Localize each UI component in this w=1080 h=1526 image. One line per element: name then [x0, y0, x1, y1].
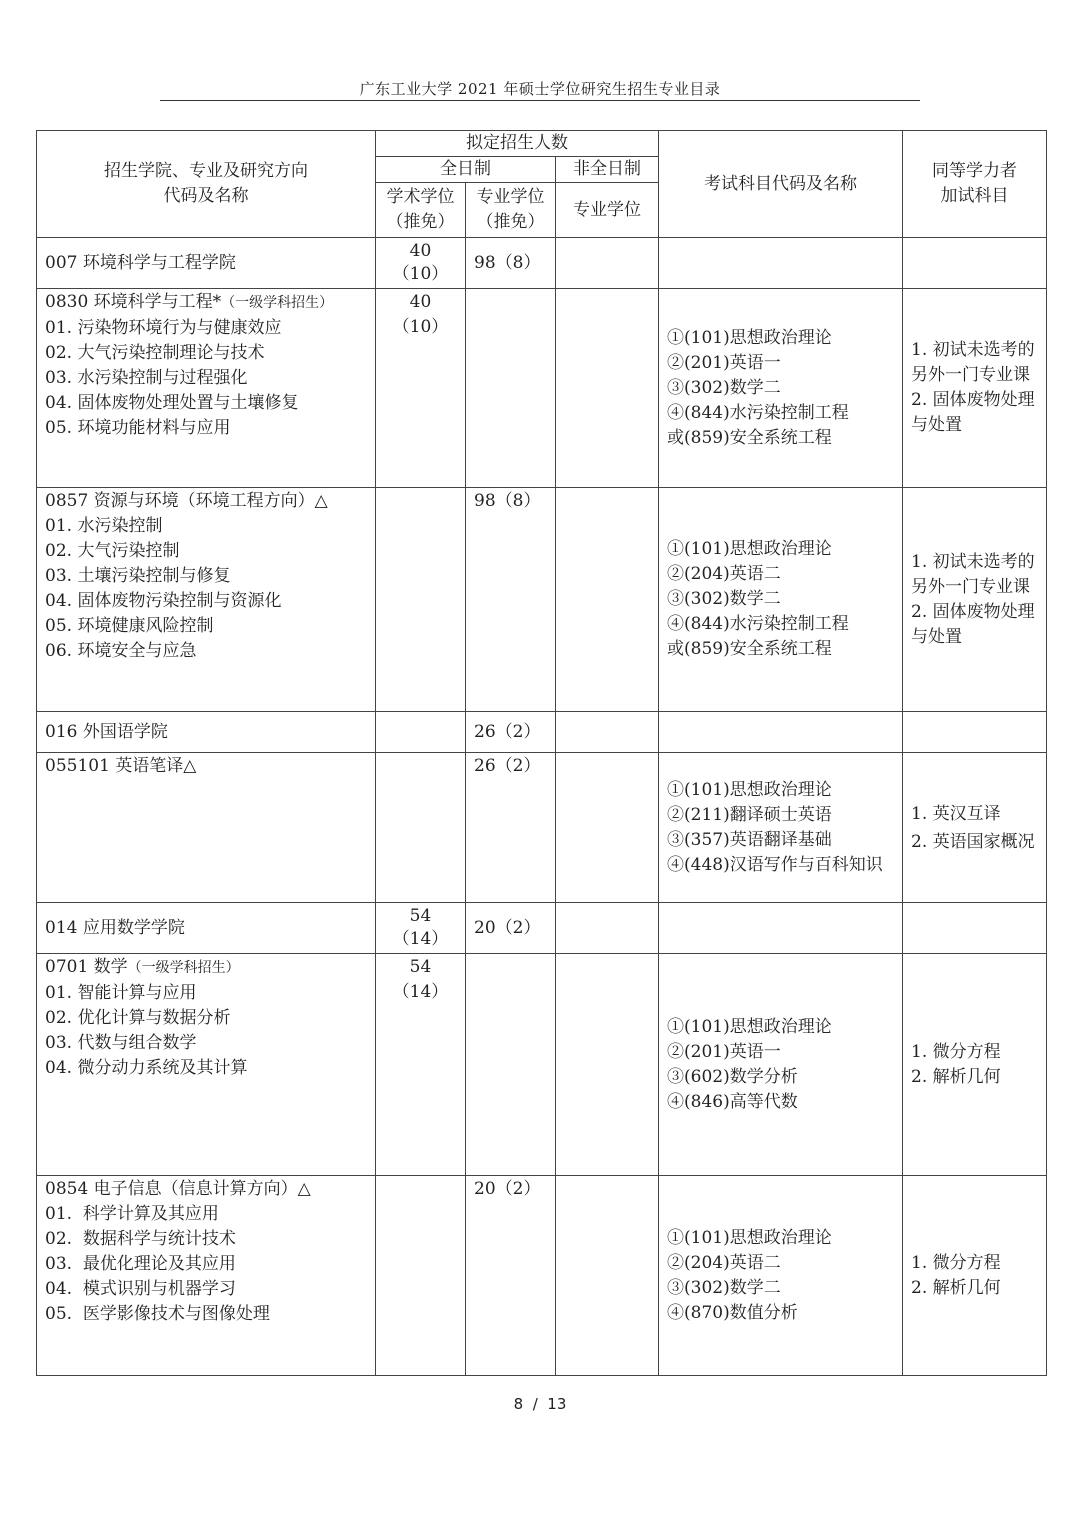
- exam-subjects: ①(101)思想政治理论 ②(201)英语一 ③(602)数学分析 ④(846)高等代数: [659, 954, 903, 1176]
- header-professional-degree: 专业学位 （推免）: [466, 183, 556, 238]
- enrollment-catalog-table: [36, 130, 1047, 1376]
- major-cell: 0830 环境科学与工程*（一级学科招生） 01. 污染物环境行为与健康效应 02. 大气污染控制理论与技术 03. 水污染控制与过程强化 04. 固体废物处理处置与土壤修复 05. 环境功能材料与应用: [37, 289, 376, 488]
- header-divider: [160, 100, 920, 101]
- extra-subjects: 1. 微分方程 2. 解析几何: [903, 1176, 1047, 1376]
- extra-subjects: 1. 英汉互译 2. 英语国家概况: [903, 753, 1047, 903]
- college-name: 007 环境科学与工程学院: [37, 238, 376, 289]
- extra-subjects: 1. 微分方程 2. 解析几何: [903, 954, 1047, 1176]
- exam-subjects: ①(101)思想政治理论 ②(204)英语二 ③(302)数学二 ④(870)数值分析: [659, 1176, 903, 1376]
- extra-subjects: 1. 初试未选考的另外一门专业课 2. 固体废物处理与处置: [903, 488, 1047, 712]
- header-parttime-professional: 专业学位: [556, 183, 659, 238]
- college-name: 016 外国语学院: [37, 712, 376, 753]
- academic-quota: 54 （14）: [376, 903, 466, 954]
- major-cell: 0854 电子信息（信息计算方向）△ 01. 科学计算及其应用 02. 数据科学与统计技术 03. 最优化理论及其应用 04. 模式识别与机器学习 05. 医学影像技术与图像处理: [37, 1176, 376, 1376]
- header-college-major: 招生学院、专业及研究方向 代码及名称: [37, 131, 376, 238]
- header-extra-subjects: 同等学力者 加试科目: [903, 131, 1047, 238]
- college-name: 014 应用数学学院: [37, 903, 376, 954]
- academic-quota: 54 （14）: [376, 954, 466, 1176]
- professional-quota: 20（2）: [466, 903, 556, 954]
- header-parttime: 非全日制: [556, 157, 659, 183]
- extra-subjects: 1. 初试未选考的另外一门专业课 2. 固体废物处理与处置: [903, 289, 1047, 488]
- college-row-016: [37, 712, 1047, 753]
- college-row-007: [37, 238, 1047, 289]
- header-fulltime: 全日制: [376, 157, 556, 183]
- header-quota: 拟定招生人数: [376, 131, 659, 157]
- document-header: 广东工业大学 2021 年硕士学位研究生招生专业目录: [359, 80, 721, 98]
- professional-quota: 98（8）: [466, 238, 556, 289]
- professional-quota: 98（8）: [466, 488, 556, 712]
- major-row-0830: [37, 289, 1047, 488]
- exam-subjects: ①(101)思想政治理论 ②(211)翻译硕士英语 ③(357)英语翻译基础 ④(448)汉语写作与百科知识: [659, 753, 903, 903]
- exam-subjects: ①(101)思想政治理论 ②(204)英语二 ③(302)数学二 ④(844)水污染控制工程 或(859)安全系统工程: [659, 488, 903, 712]
- major-cell: 055101 英语笔译△: [37, 753, 376, 903]
- academic-quota: 40 （10）: [376, 289, 466, 488]
- major-row-0857: [37, 488, 1047, 712]
- major-cell: 0701 数学（一级学科招生） 01. 智能计算与应用 02. 优化计算与数据分析 03. 代数与组合数学 04. 微分动力系统及其计算: [37, 954, 376, 1176]
- page-number: 8 / 13: [513, 1395, 567, 1413]
- professional-quota: 20（2）: [466, 1176, 556, 1376]
- header-academic-degree: 学术学位 （推免）: [376, 183, 466, 238]
- professional-quota: 26（2）: [466, 753, 556, 903]
- exam-subjects: ①(101)思想政治理论 ②(201)英语一 ③(302)数学二 ④(844)水污染控制工程 或(859)安全系统工程: [659, 289, 903, 488]
- major-cell: 0857 资源与环境（环境工程方向）△ 01. 水污染控制 02. 大气污染控制 03. 土壤污染控制与修复 04. 固体废物污染控制与资源化 05. 环境健康风险控制 06. 环境安全与应急: [37, 488, 376, 712]
- major-row-0701: [37, 954, 1047, 1176]
- college-row-014: [37, 903, 1047, 954]
- major-row-055101: [37, 753, 1047, 903]
- academic-quota: 40 （10）: [376, 238, 466, 289]
- major-row-0854: [37, 1176, 1047, 1376]
- header-exam-subjects: 考试科目代码及名称: [659, 131, 903, 238]
- professional-quota: 26（2）: [466, 712, 556, 753]
